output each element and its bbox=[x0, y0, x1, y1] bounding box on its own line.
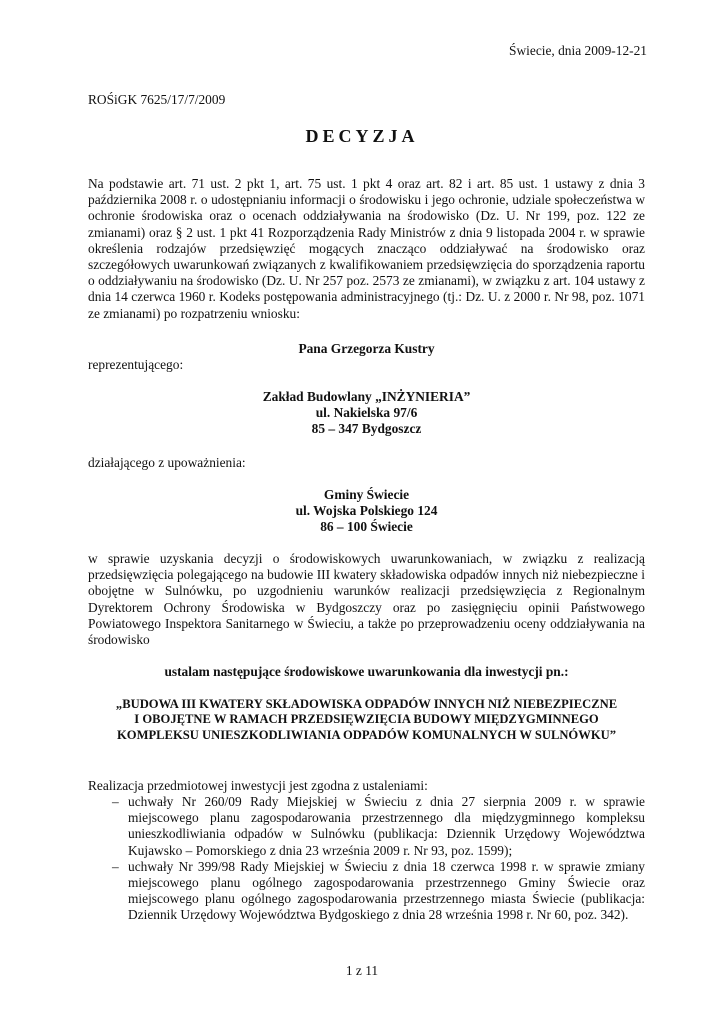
legal-basis-paragraph: Na podstawie art. 71 ust. 2 pkt 1, art. 75 ust. 1 pkt 4 oraz art. 82 i art. 85 ust. 1 ustawy z dnia 3 października 2008 r. o udostępnianiu informacji o środowisku i jego ochronie, udziale społeczeństwa w ochronie środowiska oraz o ocenach oddziaływania na środowisko (Dz. U. Nr 199, poz. 122 ze zmianami) oraz § 2 ust. 1 pkt 41 Rozporządzenia Rady Ministrów z dnia 9 listopada 2004 r. w sprawie określenia rodzajów przedsięwzięć mogących znacząco oddziaływać na środowisko oraz szczegółowych uwarunkowań związanych z kwalifikowaniem przedsięwzięcia do sporządzenia raportu o oddziaływaniu na środowisko (Dz. U. Nr 257 poz. 2573 ze zmianami), w związku z art. 104 ustawy z dnia 14 czerwca 1960 r. Kodeks postępowania administracyjnego (tj.: Dz. U. z 2000 r. Nr 98, poz. 1071 ze zmianami) po rozpatrzeniu wniosku: bbox=[88, 176, 645, 321]
authorization-label: działającego z upoważnienia: bbox=[88, 455, 246, 470]
municipality-block bbox=[88, 487, 645, 536]
company-city: 85 – 347 Bydgoszcz bbox=[311, 421, 422, 437]
list-item-text: uchwały Nr 399/98 Rady Miejskiej w Świeciu z dnia 18 czerwca 1998 r. w sprawie zmiany miejscowego planu ogólnego zagospodarowania przestrzennego Gminy Świecie oraz miejscowego planu ogólnego zagospodarowania przestrzennego miasta Świecie (publikacja: Dziennik Urzędowy Województwa Bydgoskiego z dnia 28 września 1998 r. Nr 60, poz. 342). bbox=[128, 858, 645, 923]
reference-number: ROŚiGK 7625/17/7/2009 bbox=[88, 92, 226, 107]
applicant-name: Pana Grzegorza Kustry bbox=[298, 341, 435, 356]
compliance-intro: Realizacja przedmiotowej inwestycji jest zgodna z ustaleniami: bbox=[88, 778, 428, 793]
page-title: DECYZJA bbox=[305, 126, 419, 146]
investment-title bbox=[70, 697, 663, 743]
list-item-text: uchwały Nr 260/09 Rady Miejskiej w Świeciu z dnia 27 sierpnia 2009 r. w sprawie miejscowego planu zagospodarowania przestrzennego dla międzygminnego kompleksu unieszkodliwiania odpadów w Sulnówku (publikacja: Dziennik Urzędowy Województwa Kujawsko – Pomorskiego z dnia 23 września 2009 r. Nr 93, poz. 1599); bbox=[128, 794, 645, 858]
matter-paragraph: w sprawie uzyskania decyzji o środowiskowych uwarunkowaniach, w związku z realizacją przedsięwzięcia polegającego na budowie III kwatery składowiska odpadów innych niż niebezpieczne i obojętne w Sulnówku, po uzgodnieniu warunków realizacji przedsięwzięcia z Regionalnym Dyrektorem Ochrony Środowiska w Bydgoszczy oraz po zasięgnięciu opinii Państwowego Powiatowego Inspektora Sanitarnego w Świeciu, a także po przeprowadzeniu oceny oddziaływania na środowisko bbox=[88, 551, 645, 648]
compliance-list bbox=[88, 794, 645, 924]
investment-title-line: I OBOJĘTNE W RAMACH PRZEDSIĘWZIĘCIA BUDOWY MIĘDZYGMINNEGO bbox=[134, 712, 599, 727]
list-item bbox=[88, 794, 645, 859]
list-item bbox=[88, 859, 645, 924]
representing-label: reprezentującego: bbox=[88, 357, 184, 372]
company-street: ul. Nakielska 97/6 bbox=[315, 405, 418, 421]
company-name: Zakład Budowlany „INŻYNIERIA” bbox=[262, 389, 471, 404]
investment-title-line: „BUDOWA III KWATERY SKŁADOWISKA ODPADÓW INNYCH NIŻ NIEBEZPIECZNE bbox=[115, 697, 618, 711]
municipality-city: 86 – 100 Świecie bbox=[320, 519, 413, 535]
page-number: 1 z 11 bbox=[345, 963, 379, 978]
list-dash: – bbox=[112, 858, 119, 874]
place-date: Świecie, dnia 2009-12-21 bbox=[509, 43, 647, 58]
list-dash: – bbox=[112, 794, 119, 809]
municipality-street: ul. Wojska Polskiego 124 bbox=[295, 503, 438, 519]
decision-line: ustalam następujące środowiskowe uwarunkowania dla inwestycji pn.: bbox=[164, 664, 569, 679]
company-block bbox=[88, 389, 645, 438]
investment-title-line: KOMPLEKSU UNIESZKODLIWIANIA ODPADÓW KOMUNALNYCH W SULNÓWKU” bbox=[116, 727, 617, 742]
municipality-name: Gminy Świecie bbox=[323, 487, 410, 502]
